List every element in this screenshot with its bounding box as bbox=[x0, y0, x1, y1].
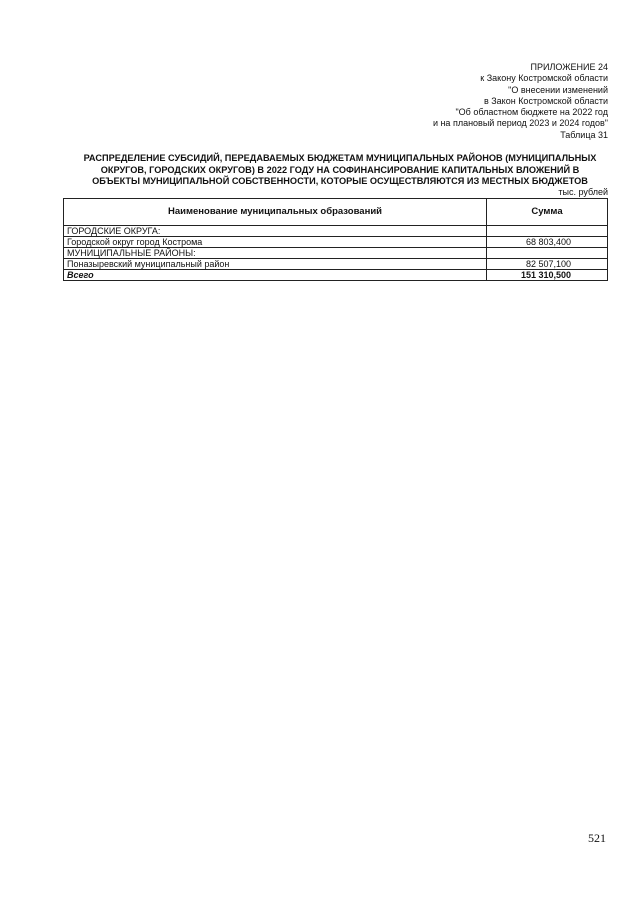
row-amount: 68 803,400 bbox=[487, 237, 608, 248]
row-name: МУНИЦИПАЛЬНЫЕ РАЙОНЫ: bbox=[64, 248, 487, 259]
column-header-name: Наименование муниципальных образований bbox=[64, 199, 487, 226]
appendix-line: и на плановый период 2023 и 2024 годов" bbox=[432, 118, 608, 129]
subsidy-table bbox=[63, 198, 608, 281]
table-row bbox=[64, 226, 608, 237]
appendix-header bbox=[248, 62, 608, 141]
table-row bbox=[64, 248, 608, 259]
row-amount bbox=[487, 226, 608, 237]
appendix-line: "Об областном бюджете на 2022 год bbox=[455, 107, 608, 118]
row-name: Поназыревский муниципальный район bbox=[64, 259, 487, 270]
row-amount bbox=[487, 248, 608, 259]
column-header-amount: Сумма bbox=[487, 199, 608, 226]
row-name: ГОРОДСКИЕ ОКРУГА: bbox=[64, 226, 487, 237]
table-header-row bbox=[64, 199, 608, 226]
appendix-line: "О внесении изменений bbox=[508, 84, 608, 95]
total-amount: 151 310,500 bbox=[487, 270, 608, 281]
units-label: тыс. рублей bbox=[558, 187, 608, 197]
table-row bbox=[64, 259, 608, 270]
total-row bbox=[64, 270, 608, 281]
appendix-line: к Закону Костромской области bbox=[480, 73, 608, 84]
total-label: Всего bbox=[64, 270, 487, 281]
title-line: ОКРУГОВ, ГОРОДСКИХ ОКРУГОВ) В 2022 ГОДУ НА СОФИНАНСИРОВАНИЕ КАПИТАЛЬНЫХ ВЛОЖЕНИЙ В bbox=[100, 164, 580, 175]
row-name: Городской округ город Кострома bbox=[64, 237, 487, 248]
row-amount: 82 507,100 bbox=[487, 259, 608, 270]
appendix-line: в Закон Костромской области bbox=[483, 95, 608, 106]
document-title bbox=[60, 153, 620, 188]
appendix-line: ПРИЛОЖЕНИЕ 24 bbox=[530, 62, 608, 72]
table-number: Таблица 31 bbox=[560, 129, 608, 140]
table-row bbox=[64, 237, 608, 248]
title-line: ОБЪЕКТЫ МУНИЦИПАЛЬНОЙ СОБСТВЕННОСТИ, КОТОРЫЕ ОСУЩЕСТВЛЯЮТСЯ ИЗ МЕСТНЫХ БЮДЖЕТОВ bbox=[92, 176, 588, 186]
page-number: 521 bbox=[588, 831, 606, 845]
title-line: РАСПРЕДЕЛЕНИЕ СУБСИДИЙ, ПЕРЕДАВАЕМЫХ БЮДЖЕТАМ МУНИЦИПАЛЬНЫХ РАЙОНОВ (МУНИЦИПАЛЬНЫХ bbox=[83, 153, 597, 163]
